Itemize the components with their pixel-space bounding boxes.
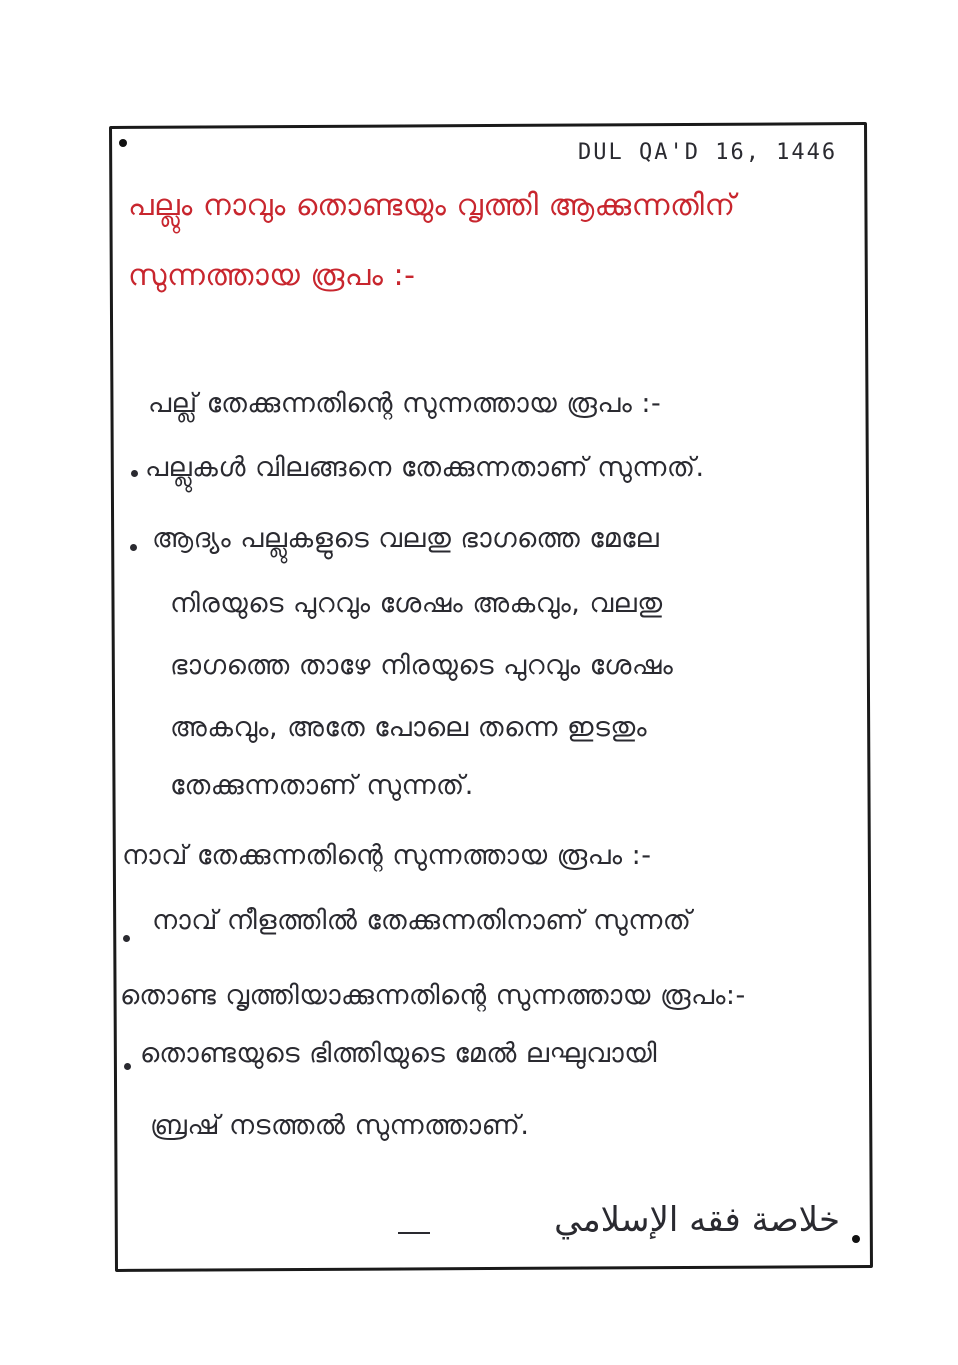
tongue-heading: നാവ് തേക്കുന്നതിന്റെ സുന്നത്തായ രൂപം :- bbox=[122, 840, 652, 871]
teeth-bullet-2-line: അകവും, അതേ പോലെ തന്നെ ഇടതും bbox=[170, 712, 648, 743]
title-line-1: പല്ലും നാവും തൊണ്ടയും വൃത്തി ആക്കുന്നതിന് bbox=[128, 188, 736, 223]
bullet-dot bbox=[130, 544, 137, 551]
teeth-bullet-2-line: ഭാഗത്തെ താഴേ നിരയുടെ പുറവും ശേഷം bbox=[170, 650, 674, 681]
teeth-bullet-2-line: തേക്കുന്നതാണ് സുന്നത്. bbox=[170, 770, 474, 801]
throat-bullet-1-line: തൊണ്ടയുടെ ഭിത്തിയുടെ മേൽ ലഘുവായി bbox=[140, 1038, 657, 1069]
signature: خلاصة فقه الإسلامي bbox=[554, 1200, 840, 1240]
date-label: DUL QA'D 16, 1446 bbox=[578, 140, 838, 165]
teeth-bullet-1: പല്ലുകൾ വിലങ്ങനെ തേക്കുന്നതാണ് സുന്നത്. bbox=[145, 452, 705, 483]
teeth-bullet-2-line: നിരയുടെ പുറവും ശേഷം അകവും, വലതു bbox=[170, 588, 663, 619]
throat-heading: തൊണ്ട വൃത്തിയാക്കുന്നതിന്റെ സുന്നത്തായ രൂപം:- bbox=[120, 980, 746, 1011]
page-border bbox=[109, 122, 873, 1272]
bullet-dot bbox=[131, 470, 138, 477]
tongue-bullet-1: നാവ് നീളത്തിൽ തേക്കുന്നതിനാണ് സുന്നത് bbox=[152, 905, 692, 936]
bullet-dot bbox=[123, 935, 130, 942]
teeth-bullet-2-line: ആദ്യം പല്ലുകളുടെ വലതു ഭാഗത്തെ മേലേ bbox=[152, 523, 660, 554]
teeth-heading: പല്ല് തേക്കുന്നതിന്റെ സുന്നത്തായ രൂപം :- bbox=[148, 388, 662, 419]
corner-dot bbox=[119, 139, 127, 147]
title-line-2: സുന്നത്തായ രൂപം :- bbox=[128, 258, 416, 293]
bullet-dot bbox=[124, 1063, 131, 1070]
signature-flourish bbox=[398, 1232, 430, 1234]
throat-bullet-1-line: ബ്രഷ് നടത്തൽ സുന്നത്താണ്. bbox=[150, 1110, 530, 1141]
corner-dot bbox=[852, 1235, 860, 1243]
